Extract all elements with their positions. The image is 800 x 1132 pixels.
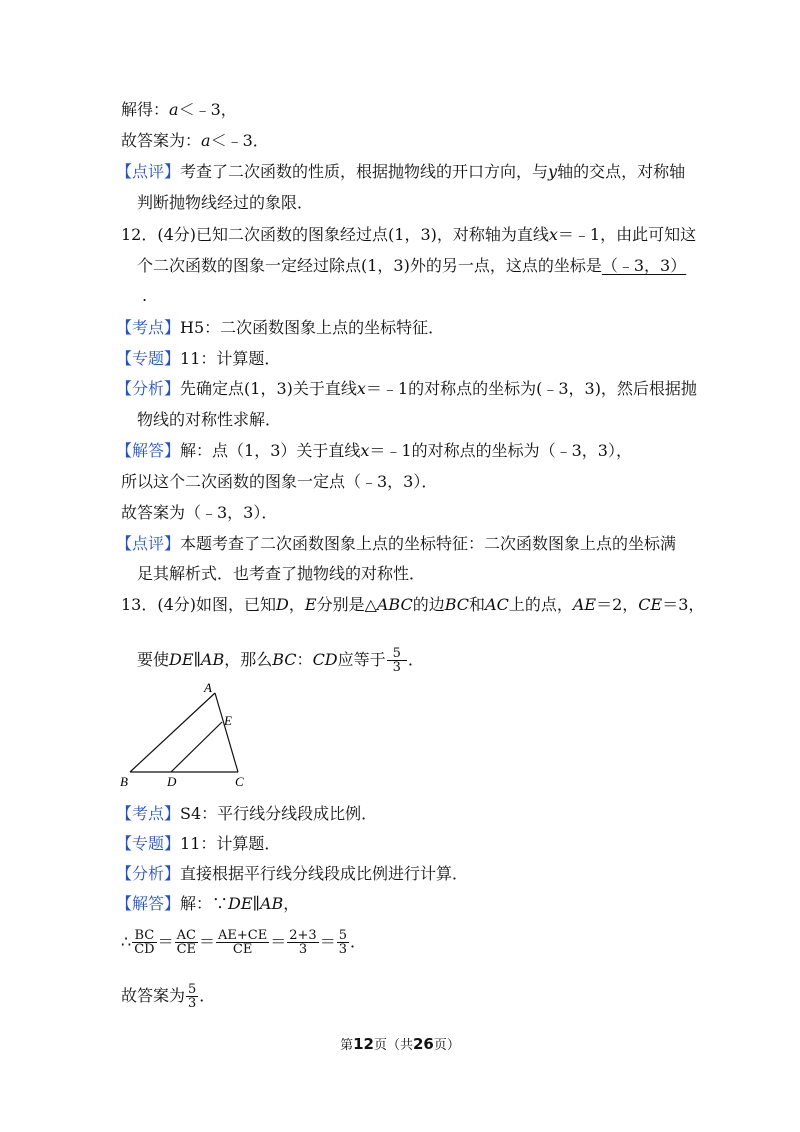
q13-fenxi: 【分析】直接根据平行线分线段成比例进行计算． [116,864,469,883]
review-line-1: 【点评】考查了二次函数的性质，根据抛物线的开口方向，与y轴的交点，对称轴 [116,162,686,181]
q12-zhuanti: 【专题】11：计算题． [116,349,281,368]
segment-de [171,722,222,772]
review-tag: 【点评】 [116,162,181,181]
q12-kaodian: 【考点】H5：二次函数图象上点的坐标特征． [116,318,445,337]
q13-zhuanti: 【专题】11：计算题． [116,834,281,853]
q13-line-2: 要使DE∥AB，那么BC：CD应等于 $\frac{5}{3}$ ． [137,646,424,675]
q12-fenxi-2: 物线的对称性求解． [137,410,282,429]
q13-kaodian: 【考点】S4：平行线分线段成比例． [116,804,378,823]
label-c: C [235,774,244,789]
label-b: B [120,774,128,789]
solve-line: 解得：a＜﹣3， [121,100,237,119]
side-ab [130,693,215,772]
q13-answer-blank: $\frac{5}{3}$ [386,650,408,669]
label-a: A [204,680,212,695]
answer-line: 故答案为：a＜﹣3． [121,131,269,150]
page-total: 26 [413,1035,434,1053]
q12-line-1: 12．(4分)已知二次函数的图象经过点(1，3)，对称轴为直线x＝﹣1，由此可知这 [121,225,697,244]
q12-line-2: 个二次函数的图象一定经过除点(1，3)外的另一点，这点的坐标是（﹣3，3） [137,256,687,275]
page-footer: 第12页（共26页） [340,1035,460,1053]
q12-dianping-2: 足其解析式．也考查了抛物线的对称性． [137,564,426,583]
q12-jieda-2: 所以这个二次函数的图象一定点（﹣3，3）． [121,472,438,491]
side-ac [215,693,238,772]
page-number: 12 [353,1035,374,1053]
q12-jieda-1: 【解答】解：点（1，3）关于直线x＝﹣1的对称点的坐标为（﹣3，3）， [116,441,632,460]
q12-fenxi-1: 【分析】先确定点(1，3)关于直线x＝﹣1的对称点的坐标为(﹣3，3)，然后根据抛 [116,379,697,398]
q12-dianping-1: 【点评】本题考查了二次函数图象上点的坐标特征：二次函数图象上点的坐标满 [116,534,677,553]
q13-final-answer: 故答案为 $\frac{5}{3}$ ． [121,982,216,1011]
label-e: E [224,713,232,728]
q13-equation: ∴ $\frac{BC}{CD}$ ＝ $\frac{AC}{CE}$ ＝ $\frac{AE+CE}{CE}$ ＝ $\frac{2+3}{3}$ ＝ $\frac{5}{3}$ ． [121,928,367,957]
label-d: D [167,774,177,789]
q12-line-3: . [142,286,148,305]
q12-jieda-3: 故答案为（﹣3，3）． [121,503,278,522]
q13-line-1: 13．(4分)如图，已知D，E分别是△ABC的边BC和AC上的点，AE＝2，CE＝3， [121,595,705,614]
q12-answer: （﹣3，3） [601,256,687,275]
triangle-figure [118,680,258,790]
q13-jieda: 【解答】解：∵DE∥AB， [116,894,300,913]
review-line-2: 判断抛物线经过的象限． [137,193,314,212]
